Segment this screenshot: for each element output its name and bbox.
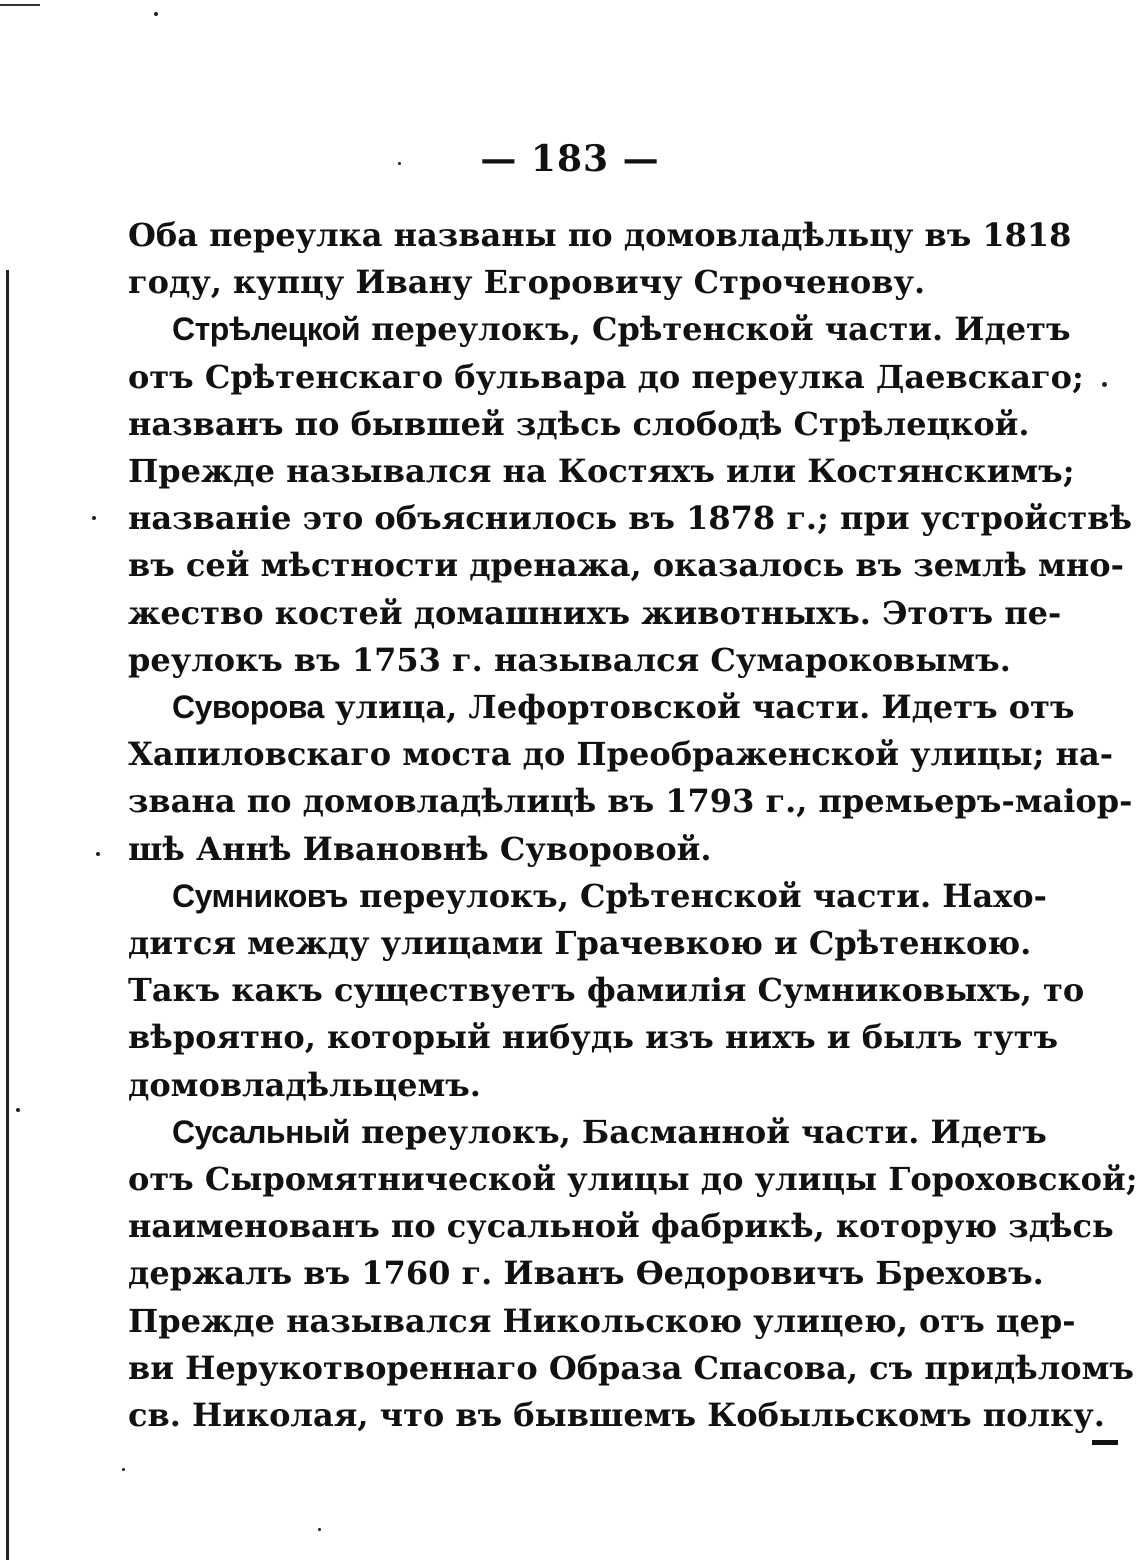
text-line-rest: переулокъ, Срѣтенской части. Идетъ <box>360 310 1071 349</box>
scan-speck <box>122 1468 125 1471</box>
text-line: названъ по бывшей здѣсь слободѣ Стрѣлецкой. <box>128 404 1030 443</box>
paragraph-susalny <box>128 1109 1138 1439</box>
text-line: жество костей домашнихъ животныхъ. Этотъ пе- <box>128 593 1062 632</box>
text-line-rest: переулокъ, Срѣтенской части. Нахо- <box>348 876 1047 915</box>
text-line: отъ Срѣтенскаго бульвара до переулка Даевскаго; <box>128 357 1084 396</box>
text-line: держалъ въ 1760 г. Иванъ Ѳедоровичъ Бреховъ. <box>128 1254 1044 1293</box>
text-line <box>128 306 1071 353</box>
text-line: Прежде назывался Никольскою улицею, отъ цер- <box>128 1301 1076 1340</box>
text-line: году, купцу Ивану Егоровичу Строченову. <box>128 263 926 302</box>
text-line: звана по домовладѣлицѣ въ 1793 г., премьеръ-маіор- <box>128 782 1133 821</box>
text-line: шѣ Аннѣ Ивановнѣ Суворовой. <box>128 829 712 868</box>
paragraph-streletskoy <box>128 306 1132 684</box>
scan-corner-mark <box>0 4 40 6</box>
scan-speck <box>1102 382 1107 387</box>
text-line: въ сей мѣстности дренажа, оказалось въ землѣ мно- <box>128 546 1124 585</box>
text-line: названіе это объяснилось въ 1878 г.; при устройствѣ <box>128 499 1132 538</box>
scan-speck <box>92 516 96 520</box>
paragraph-suvorova <box>128 684 1133 873</box>
margin-dash-mark <box>1092 1440 1118 1445</box>
entry-headword: Стрѣлецкой <box>172 311 360 348</box>
entry-headword: Суворова <box>172 689 324 726</box>
text-line: Хапиловскаго моста до Преображенской улицы; на- <box>128 735 1113 774</box>
text-line: отъ Сыромятнической улицы до улицы Гороховской; <box>128 1160 1138 1199</box>
text-line-rest: переулокъ, Басманной части. Идетъ <box>349 1112 1047 1151</box>
text-line: Оба переулка названы по домовладѣльцу въ 1818 <box>128 216 1072 254</box>
text-line-rest: улица, Лефортовской части. Идетъ отъ <box>323 688 1075 727</box>
text-line: вѣроятно, который нибудь изъ нихъ и былъ тутъ <box>128 1018 1059 1057</box>
scan-speck <box>398 162 401 165</box>
text-line: наименованъ по сусальной фабрикѣ, которую здѣсь <box>128 1207 1114 1246</box>
binding-edge-line <box>6 270 9 1560</box>
text-line: домовладѣльцемъ. <box>128 1065 481 1104</box>
scan-speck <box>318 1528 321 1531</box>
scan-speck <box>96 852 100 856</box>
page-number: — 183 — <box>480 138 660 180</box>
entry-headword: Сусальный <box>172 1113 350 1150</box>
text-line: св. Николая, что въ бывшемъ Кобыльскомъ полку. <box>128 1396 1105 1435</box>
text-line <box>128 873 1047 920</box>
entry-headword: Сумниковъ <box>172 877 348 914</box>
text-line <box>128 1109 1047 1156</box>
paragraph-sumnikov <box>128 873 1085 1109</box>
text-line: Такъ какъ существуетъ фамилія Сумниковыхъ, то <box>128 971 1085 1010</box>
scan-speck <box>154 12 158 16</box>
text-line: Прежде назывался на Костяхъ или Костянскимъ; <box>128 452 1075 491</box>
text-line: ви Нерукотвореннаго Образа Спасова, съ придѣломъ <box>128 1348 1134 1387</box>
text-line: реулокъ въ 1753 г. назывался Сумароковымъ. <box>128 640 1011 679</box>
text-line: дится между улицами Грачевкою и Срѣтенкою. <box>128 924 1032 963</box>
body-text <box>128 212 1138 1439</box>
paragraph-1 <box>128 212 1072 306</box>
text-line <box>128 684 1075 731</box>
scan-speck <box>16 1108 20 1112</box>
